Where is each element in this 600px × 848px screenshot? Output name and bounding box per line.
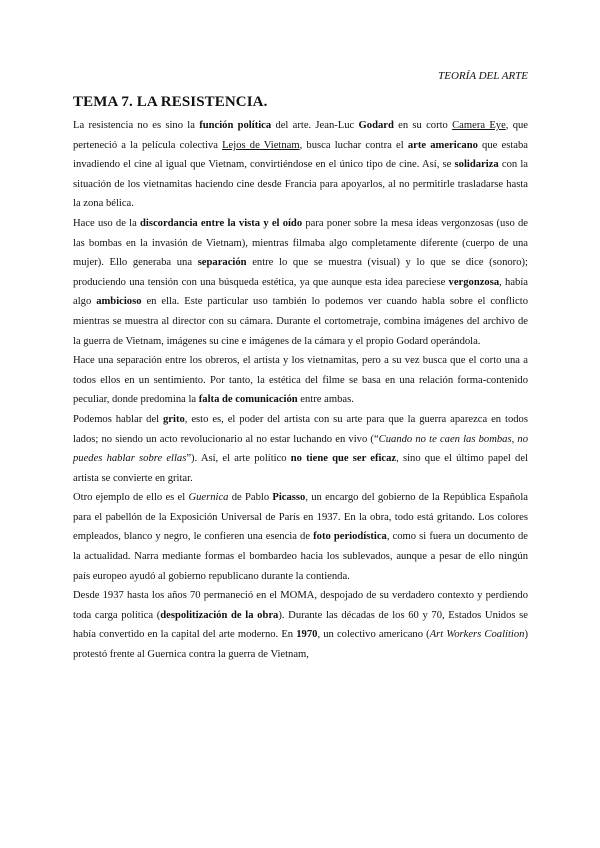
text-span: que estaba invadiendo el cine al igual que Vietnam, convirtiéndose en el único tipo de cine. Así, se bbox=[73, 139, 528, 171]
bold-text: discordancia entre la vista y el oído bbox=[140, 217, 303, 229]
bold-text: foto periodística bbox=[313, 531, 387, 543]
text-span: , esto es, el poder del artista con su arte para que la guerra aparezca en todos lados; no siendo un acto revolucionario al no estar luchando en vivo (“ bbox=[73, 413, 528, 445]
bold-text: función política bbox=[199, 120, 272, 131]
paragraph-discordancia bbox=[73, 214, 528, 351]
bold-text: falta de comunicación bbox=[198, 394, 298, 406]
text-span: Podemos hablar del bbox=[73, 413, 163, 425]
bold-text: ambicioso bbox=[96, 296, 142, 308]
bold-text: 1970 bbox=[296, 629, 318, 641]
paragraph-grito bbox=[73, 410, 528, 488]
text-span: , había algo bbox=[73, 276, 528, 308]
bold-text: Godard bbox=[358, 120, 394, 131]
text-span: ). Durante las décadas de los 60 y 70, Estados Unidos se había convertido en la capital del arte moderno. En bbox=[73, 609, 529, 641]
text-span: Hace una separación entre los obreros, el artista y los vietnamitas, pero a su vez busca que el corto una a todos ellos en un sentimiento. Por tanto, la estética del filme se basa en una relación forma-contenido peculiar, donde predomina la bbox=[73, 355, 528, 406]
underlined-title: Lejos de Vietnam bbox=[222, 139, 300, 151]
text-span: ”). Así, el arte político bbox=[186, 453, 291, 465]
text-span: Desde 1937 hasta los años 70 permaneció en el MOMA, despojado de su verdadero contexto y perdiendo toda carga política ( bbox=[73, 590, 528, 621]
text-span: de Pablo bbox=[228, 492, 273, 504]
text-span: La resistencia no es sino la bbox=[73, 120, 200, 131]
bold-text: arte americano bbox=[407, 139, 478, 151]
paragraph-godard bbox=[73, 116, 528, 214]
italic-quote: Cuando no te caen las bombas, no puedes hablar sobre ellas bbox=[73, 433, 529, 465]
text-span: , como si fuera un documento de la actualidad. Narra mediante formas el bombardeo hacia los sublevados, aunque a pesar de ello ningún país europeo ayudó al gobierno republicano durante la contienda. bbox=[73, 531, 529, 582]
text-span: del arte. Jean-Luc bbox=[271, 120, 359, 131]
text-span: , sino que el último papel del artista se convierte en gritar. bbox=[73, 453, 528, 484]
text-span: , busca luchar contra el bbox=[299, 139, 408, 151]
text-span: con la situación de los vietnamitas haciendo cine desde Francia para apoyarlos, al no permitirle trasladarse hasta la zona bélica. bbox=[73, 159, 528, 210]
paragraph-moma bbox=[73, 586, 528, 664]
text-span: , un encargo del gobierno de la República Española para el pabellón de la Exposición Universal de París en 1937. En la obra, todo está gritando. Los colores empleados, blanco y negro, le confieren una esencia de bbox=[73, 492, 528, 543]
bold-text: vergonzosa bbox=[448, 276, 500, 288]
text-span: Hace uso de la bbox=[73, 217, 140, 229]
text-span: para poner sobre la mesa ideas vergonzosas (uso de las bombas en la invasión de Vietnam), mientras filmaba algo completamente diferente (cuerpo de una mujer). Ello generaba una bbox=[73, 217, 528, 269]
document-page bbox=[73, 68, 528, 665]
italic-title: Art Workers Coalition bbox=[429, 629, 525, 641]
underlined-title: Camera Eye bbox=[452, 120, 506, 131]
bold-text: despolitización de la obra bbox=[160, 609, 279, 621]
text-span: en ella. Este particular uso también lo podemos ver cuando habla sobre el conflicto mientras se muestra al director con su cámara. Durante el cortometraje, combina imágenes del archivo de la guerra de Vietnam, imágenes su cine e imágenes de la cámara y el propio Godard operándola. bbox=[73, 296, 529, 347]
bold-text: solidariza bbox=[454, 159, 499, 171]
paragraph-separacion bbox=[73, 351, 528, 410]
text-span: Otro ejemplo de ello es el bbox=[73, 492, 189, 504]
bold-text: Picasso bbox=[272, 492, 306, 504]
bold-text: no tiene que ser eficaz bbox=[290, 453, 397, 465]
paragraph-guernica bbox=[73, 488, 528, 586]
text-span: , que perteneció a la película colectiva bbox=[73, 120, 529, 151]
text-span: entre ambas. bbox=[297, 394, 354, 406]
text-span: , un colectivo americano ( bbox=[317, 629, 430, 641]
bold-text: separación bbox=[197, 257, 247, 269]
text-span: en su corto bbox=[393, 120, 453, 131]
running-header: TEORÍA DEL ARTE bbox=[438, 70, 528, 82]
italic-title: Guernica bbox=[188, 492, 229, 504]
page-title: TEMA 7. LA RESISTENCIA. bbox=[73, 94, 268, 110]
text-span: ) protestó frente al Guernica contra la guerra de Vietnam, bbox=[73, 629, 528, 661]
text-span: entre lo que se muestra (visual) y lo que se dice (sonoro); produciendo una tensión con una búsqueda estética, ya que aunque esta idea pareciese bbox=[73, 257, 528, 288]
bold-text: grito bbox=[163, 413, 185, 425]
